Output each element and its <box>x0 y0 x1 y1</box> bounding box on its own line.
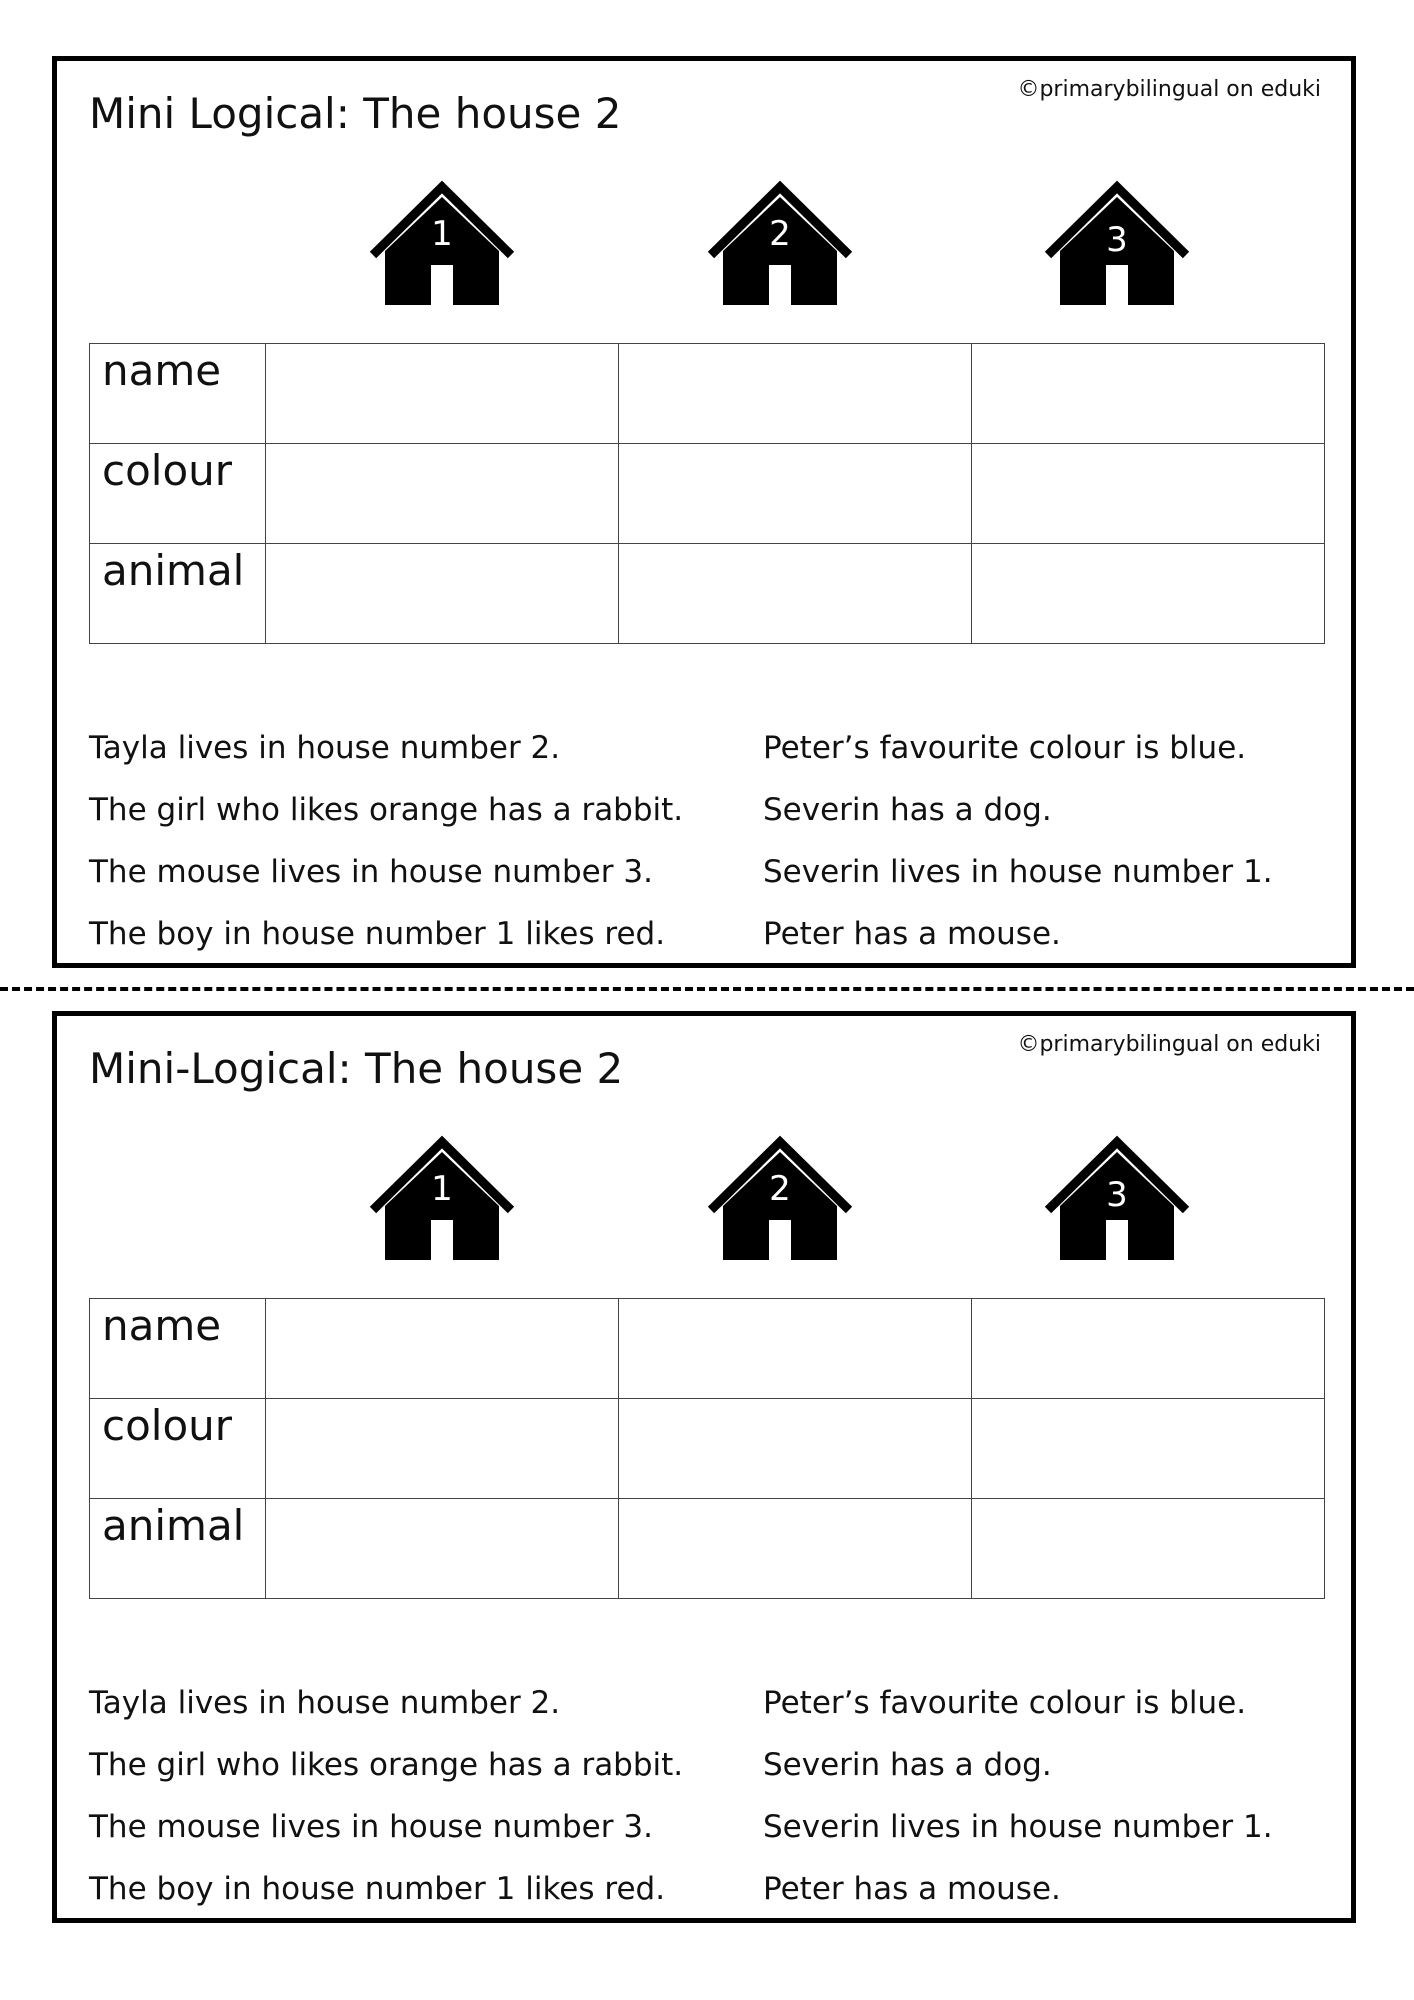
answer-cell[interactable] <box>266 444 619 544</box>
house-3-icon <box>1042 179 1192 309</box>
row-label-colour: colour <box>90 1399 266 1499</box>
worksheet-card-top <box>52 56 1356 968</box>
house-number: 2 <box>769 214 791 254</box>
answer-cell[interactable] <box>619 444 972 544</box>
answer-cell[interactable] <box>972 544 1325 644</box>
clue: Peter’s favourite colour is blue. <box>763 730 1247 766</box>
answer-cell[interactable] <box>972 1499 1325 1599</box>
clue: The mouse lives in house number 3. <box>89 1809 653 1845</box>
answer-cell[interactable] <box>619 1299 972 1399</box>
row-label-animal: animal <box>90 544 266 644</box>
grid-row-animal <box>90 544 1325 644</box>
copyright-notice: ©primarybilingual on eduki <box>1017 1032 1321 1057</box>
clue: Severin has a dog. <box>763 792 1052 828</box>
clues-left-column <box>89 1672 683 1920</box>
clue: Peter has a mouse. <box>763 916 1061 952</box>
house-2-icon <box>705 179 855 309</box>
house-number: 3 <box>1106 220 1128 260</box>
row-label-animal: animal <box>90 1499 266 1599</box>
grid-row-name <box>90 1299 1325 1399</box>
answer-cell[interactable] <box>619 344 972 444</box>
grid-row-colour <box>90 444 1325 544</box>
answer-cell[interactable] <box>972 344 1325 444</box>
answer-cell[interactable] <box>266 1399 619 1499</box>
worksheet-card-bottom <box>52 1011 1356 1923</box>
house-number: 3 <box>1106 1175 1128 1215</box>
house-1-icon <box>367 179 517 309</box>
row-label-name: name <box>90 1299 266 1399</box>
house-number: 1 <box>431 214 453 254</box>
cut-line-divider <box>0 987 1414 991</box>
logic-grid <box>89 343 1325 644</box>
grid-row-name <box>90 344 1325 444</box>
clue: The girl who likes orange has a rabbit. <box>89 1747 684 1783</box>
clues-right-column <box>763 1672 1273 1920</box>
answer-cell[interactable] <box>972 1399 1325 1499</box>
answer-cell[interactable] <box>266 544 619 644</box>
clue: The boy in house number 1 likes red. <box>89 1871 666 1907</box>
house-number: 2 <box>769 1169 791 1209</box>
logic-grid <box>89 1298 1325 1599</box>
house-2-icon <box>705 1134 855 1264</box>
house-1-icon <box>367 1134 517 1264</box>
clue: Peter has a mouse. <box>763 1871 1061 1907</box>
clues-left-column <box>89 717 683 965</box>
clue: Severin has a dog. <box>763 1747 1052 1783</box>
clue: The mouse lives in house number 3. <box>89 854 653 890</box>
clues-right-column <box>763 717 1273 965</box>
row-label-name: name <box>90 344 266 444</box>
clue: The girl who likes orange has a rabbit. <box>89 792 684 828</box>
clue: Tayla lives in house number 2. <box>89 1685 561 1721</box>
answer-cell[interactable] <box>266 1499 619 1599</box>
answer-cell[interactable] <box>972 1299 1325 1399</box>
worksheet-title: Mini Logical: The house 2 <box>89 89 622 138</box>
answer-cell[interactable] <box>266 344 619 444</box>
answer-cell[interactable] <box>619 544 972 644</box>
grid-row-animal <box>90 1499 1325 1599</box>
house-3-icon <box>1042 1134 1192 1264</box>
answer-cell[interactable] <box>619 1399 972 1499</box>
clue: The boy in house number 1 likes red. <box>89 916 666 952</box>
copyright-notice: ©primarybilingual on eduki <box>1017 77 1321 102</box>
grid-row-colour <box>90 1399 1325 1499</box>
clue: Severin lives in house number 1. <box>763 1809 1273 1845</box>
answer-cell[interactable] <box>972 444 1325 544</box>
clue: Peter’s favourite colour is blue. <box>763 1685 1247 1721</box>
house-number: 1 <box>431 1169 453 1209</box>
worksheet-title: Mini-Logical: The house 2 <box>89 1044 624 1093</box>
row-label-colour: colour <box>90 444 266 544</box>
clue: Tayla lives in house number 2. <box>89 730 561 766</box>
answer-cell[interactable] <box>266 1299 619 1399</box>
clue: Severin lives in house number 1. <box>763 854 1273 890</box>
answer-cell[interactable] <box>619 1499 972 1599</box>
